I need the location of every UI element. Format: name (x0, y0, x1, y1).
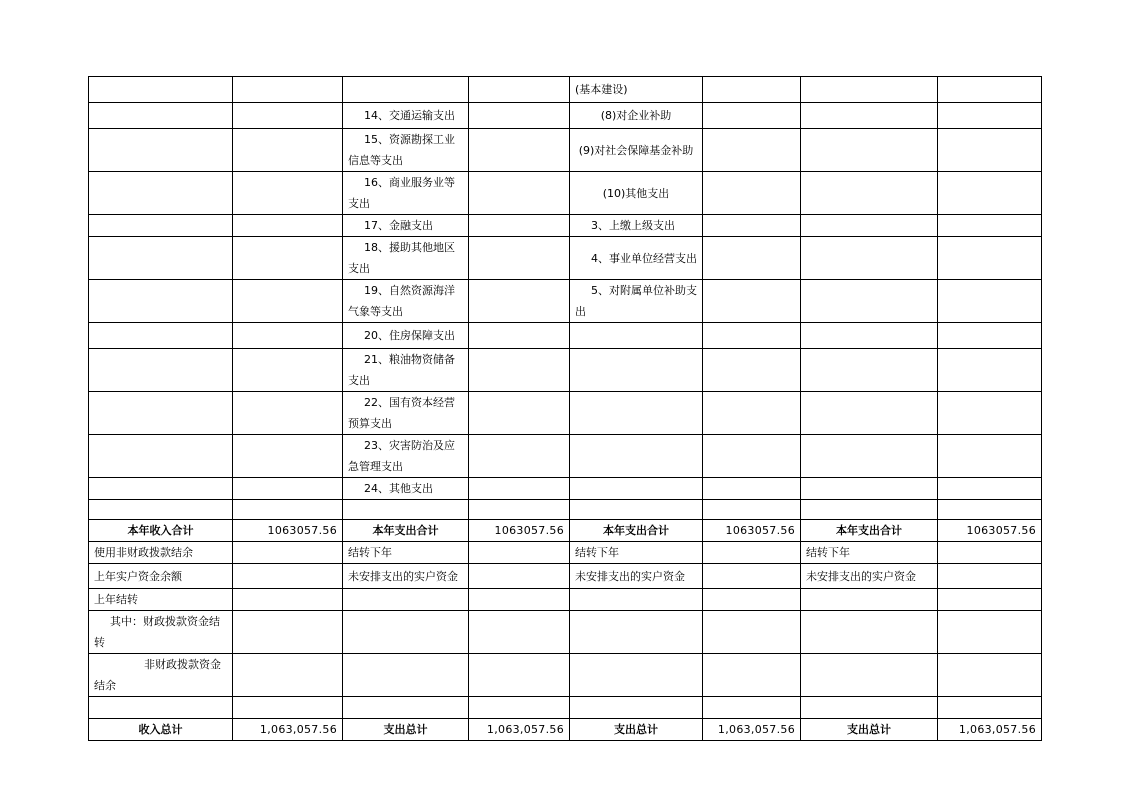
table-cell (938, 349, 1042, 392)
table-cell: 18、援助其他地区支出 (343, 237, 469, 280)
expense-total-label: 本年支出合计 (570, 520, 703, 542)
table-cell (703, 323, 801, 349)
table-cell (703, 589, 801, 611)
table-cell (89, 392, 233, 435)
table-cell (469, 435, 570, 478)
table-cell (938, 654, 1042, 697)
table-cell (570, 611, 703, 654)
expense-total-label: 本年支出合计 (801, 520, 938, 542)
table-cell (233, 589, 343, 611)
table-cell: 其中：财政拨款资金结转 (89, 611, 233, 654)
expense-grand-total-label: 支出总计 (343, 719, 469, 741)
table-cell (703, 77, 801, 103)
expense-total-value: 1063057.56 (703, 520, 801, 542)
table-cell (469, 280, 570, 323)
table-cell: (10)其他支出 (570, 172, 703, 215)
table-cell (570, 697, 703, 719)
table-cell (469, 478, 570, 500)
table-cell (570, 500, 703, 520)
table-cell (233, 697, 343, 719)
table-row (89, 77, 1042, 103)
table-cell (469, 103, 570, 129)
table-cell: 结转下年 (801, 542, 938, 564)
table-cell (89, 697, 233, 719)
table-cell (469, 611, 570, 654)
table-cell (233, 129, 343, 172)
table-row (89, 215, 1042, 237)
table-cell (703, 542, 801, 564)
table-cell (469, 172, 570, 215)
table-cell (801, 237, 938, 280)
table-row (89, 280, 1042, 323)
table-cell: 21、粮油物资储备支出 (343, 349, 469, 392)
table-cell (938, 77, 1042, 103)
table-cell (343, 589, 469, 611)
table-cell: 20、住房保障支出 (343, 323, 469, 349)
table-cell (469, 77, 570, 103)
table-cell (469, 237, 570, 280)
table-cell (469, 564, 570, 589)
table-cell (89, 478, 233, 500)
table-cell (938, 611, 1042, 654)
table-cell: 结转下年 (343, 542, 469, 564)
table-cell (703, 478, 801, 500)
table-row (89, 500, 1042, 520)
table-cell (233, 237, 343, 280)
table-cell (89, 323, 233, 349)
budget-table (88, 76, 1042, 741)
table-cell (233, 323, 343, 349)
table-cell (703, 280, 801, 323)
table-cell (570, 323, 703, 349)
table-cell: 15、资源勘探工业信息等支出 (343, 129, 469, 172)
grand-total-row (89, 719, 1042, 741)
expense-total-value: 1063057.56 (469, 520, 570, 542)
table-cell (801, 697, 938, 719)
table-row (89, 654, 1042, 697)
table-cell (89, 103, 233, 129)
table-cell (938, 172, 1042, 215)
table-cell (233, 500, 343, 520)
table-cell (801, 129, 938, 172)
table-cell (343, 697, 469, 719)
table-row (89, 129, 1042, 172)
table-cell (801, 323, 938, 349)
table-cell (233, 280, 343, 323)
table-cell: 未安排支出的实户资金 (801, 564, 938, 589)
table-cell (938, 215, 1042, 237)
table-cell (938, 564, 1042, 589)
table-cell: 未安排支出的实户资金 (570, 564, 703, 589)
table-cell (703, 611, 801, 654)
table-cell: 未安排支出的实户资金 (343, 564, 469, 589)
expense-grand-total-value: 1,063,057.56 (469, 719, 570, 741)
table-cell (703, 237, 801, 280)
table-cell: (9)对社会保障基金补助 (570, 129, 703, 172)
table-cell (938, 542, 1042, 564)
table-row (89, 237, 1042, 280)
income-total-value: 1063057.56 (233, 520, 343, 542)
table-cell (233, 542, 343, 564)
table-cell: 22、国有资本经营预算支出 (343, 392, 469, 435)
table-cell (469, 500, 570, 520)
table-cell (570, 654, 703, 697)
table-cell (570, 392, 703, 435)
table-cell (570, 349, 703, 392)
income-grand-total-label: 收入总计 (89, 719, 233, 741)
table-cell (801, 589, 938, 611)
table-cell (89, 129, 233, 172)
income-grand-total-value: 1,063,057.56 (233, 719, 343, 741)
table-cell (801, 500, 938, 520)
table-cell (469, 349, 570, 392)
table-cell (233, 392, 343, 435)
table-cell (801, 77, 938, 103)
table-cell (801, 103, 938, 129)
table-cell (801, 172, 938, 215)
table-cell: 19、自然资源海洋气象等支出 (343, 280, 469, 323)
table-cell (343, 77, 469, 103)
table-cell (703, 103, 801, 129)
table-cell (233, 349, 343, 392)
table-cell (469, 697, 570, 719)
table-cell (570, 435, 703, 478)
table-cell (801, 435, 938, 478)
table-cell: 5、对附属单位补助支出 (570, 280, 703, 323)
table-cell (469, 215, 570, 237)
table-cell (89, 237, 233, 280)
table-cell (570, 478, 703, 500)
table-cell (801, 611, 938, 654)
table-cell (801, 654, 938, 697)
table-cell (89, 500, 233, 520)
table-cell: 上年结转 (89, 589, 233, 611)
table-row (89, 349, 1042, 392)
table-row (89, 435, 1042, 478)
table-cell (703, 500, 801, 520)
table-cell: 非财政拨款资金结余 (89, 654, 233, 697)
table-cell (89, 435, 233, 478)
table-row (89, 172, 1042, 215)
expense-grand-total-value: 1,063,057.56 (938, 719, 1042, 741)
table-row (89, 478, 1042, 500)
table-cell (89, 215, 233, 237)
table-cell (89, 280, 233, 323)
table-cell (469, 589, 570, 611)
table-cell (469, 129, 570, 172)
table-cell (938, 392, 1042, 435)
income-total-label: 本年收入合计 (89, 520, 233, 542)
table-cell (801, 215, 938, 237)
table-cell (233, 564, 343, 589)
table-cell (343, 654, 469, 697)
table-cell: 使用非财政拨款结余 (89, 542, 233, 564)
expense-total-value: 1063057.56 (938, 520, 1042, 542)
table-cell: 17、金融支出 (343, 215, 469, 237)
table-cell (703, 392, 801, 435)
table-cell: 结转下年 (570, 542, 703, 564)
table-cell (703, 129, 801, 172)
table-row (89, 323, 1042, 349)
table-cell (469, 323, 570, 349)
annual-total-row (89, 520, 1042, 542)
table-row (89, 392, 1042, 435)
table-cell (469, 392, 570, 435)
table-cell: 23、灾害防治及应急管理支出 (343, 435, 469, 478)
table-cell: 4、事业单位经营支出 (570, 237, 703, 280)
table-cell (703, 697, 801, 719)
table-cell (703, 435, 801, 478)
table-row (89, 611, 1042, 654)
table-cell (938, 129, 1042, 172)
table-cell (938, 435, 1042, 478)
table-row (89, 103, 1042, 129)
table-cell: 上年实户资金余额 (89, 564, 233, 589)
table-cell (801, 349, 938, 392)
table-cell (233, 478, 343, 500)
table-cell (233, 77, 343, 103)
table-cell (233, 435, 343, 478)
expense-grand-total-value: 1,063,057.56 (703, 719, 801, 741)
table-cell (233, 215, 343, 237)
expense-grand-total-label: 支出总计 (801, 719, 938, 741)
table-cell (343, 611, 469, 654)
table-cell (703, 564, 801, 589)
table-cell (938, 500, 1042, 520)
table-cell (801, 392, 938, 435)
table-cell: 14、交通运输支出 (343, 103, 469, 129)
table-cell (938, 103, 1042, 129)
table-cell (938, 237, 1042, 280)
table-cell (703, 172, 801, 215)
table-cell (801, 478, 938, 500)
table-cell: (8)对企业补助 (570, 103, 703, 129)
table-cell (938, 589, 1042, 611)
table-cell (938, 478, 1042, 500)
table-cell: 16、商业服务业等支出 (343, 172, 469, 215)
table-cell (233, 172, 343, 215)
table-cell (89, 77, 233, 103)
table-cell (233, 611, 343, 654)
table-cell (469, 654, 570, 697)
table-cell (703, 654, 801, 697)
table-cell (570, 589, 703, 611)
table-cell (233, 103, 343, 129)
table-cell (89, 172, 233, 215)
expense-total-label: 本年支出合计 (343, 520, 469, 542)
table-cell: (基本建设) (570, 77, 703, 103)
table-cell (938, 280, 1042, 323)
table-cell (89, 349, 233, 392)
table-cell (938, 323, 1042, 349)
table-cell (703, 215, 801, 237)
table-cell (233, 654, 343, 697)
table-cell (469, 542, 570, 564)
table-row (89, 542, 1042, 564)
table-row (89, 589, 1042, 611)
table-cell (801, 280, 938, 323)
table-cell (703, 349, 801, 392)
expense-grand-total-label: 支出总计 (570, 719, 703, 741)
table-row (89, 697, 1042, 719)
table-cell (343, 500, 469, 520)
table-cell: 24、其他支出 (343, 478, 469, 500)
table-cell: 3、上缴上级支出 (570, 215, 703, 237)
table-row (89, 564, 1042, 589)
table-cell (938, 697, 1042, 719)
